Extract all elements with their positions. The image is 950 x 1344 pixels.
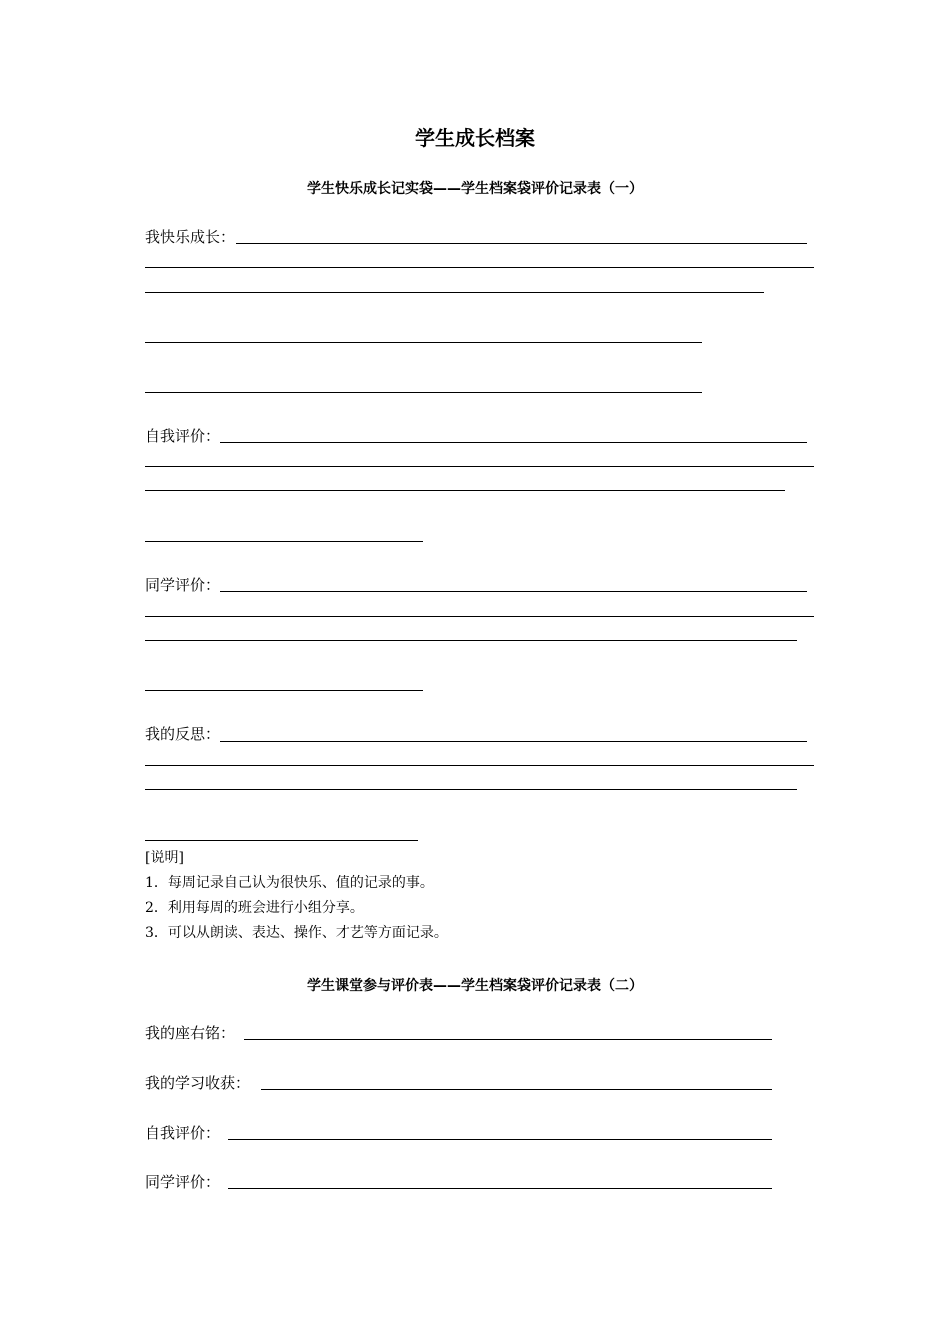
- reflection-line-1[interactable]: [220, 741, 807, 742]
- growth-label: 我快乐成长：: [145, 228, 236, 246]
- note-item: 2．利用每周的班会进行小组分享。: [145, 900, 364, 916]
- self-eval-line-3[interactable]: [145, 490, 785, 491]
- page-title: 学生成长档案: [415, 126, 535, 150]
- growth-line-3[interactable]: [145, 292, 764, 293]
- growth-line-5[interactable]: [145, 392, 702, 393]
- note-item: 3．可以从朗读、表达、操作、才艺等方面记录。: [145, 925, 448, 941]
- growth-line-1[interactable]: [236, 243, 807, 244]
- motto-line[interactable]: [244, 1039, 772, 1040]
- self-eval-line-4[interactable]: [145, 541, 423, 542]
- note-item: 1．每周记录自己认为很快乐、值的记录的事。: [145, 875, 434, 891]
- reflection-line-4[interactable]: [145, 840, 418, 841]
- peer-eval-line-1[interactable]: [220, 591, 807, 592]
- growth-line-4[interactable]: [145, 342, 702, 343]
- self-eval-label: 自我评价：: [145, 427, 221, 445]
- self-eval-line-1[interactable]: [220, 442, 807, 443]
- peer-eval2-line[interactable]: [228, 1188, 772, 1189]
- reflection-label: 我的反思：: [145, 725, 221, 743]
- growth-line-2[interactable]: [145, 267, 814, 268]
- peer-eval-line-3[interactable]: [145, 640, 797, 641]
- reflection-line-3[interactable]: [145, 789, 797, 790]
- gains-line[interactable]: [261, 1089, 772, 1090]
- peer-eval-label: 同学评价：: [145, 576, 221, 594]
- motto-label: 我的座右铭：: [145, 1024, 236, 1042]
- self-eval2-label: 自我评价：: [145, 1124, 221, 1142]
- peer-eval-line-2[interactable]: [145, 616, 814, 617]
- section1-heading: 学生快乐成长记实袋——学生档案袋评价记录表（一）: [307, 181, 643, 197]
- reflection-line-2[interactable]: [145, 765, 814, 766]
- notes-header: [说明]: [145, 850, 184, 866]
- self-eval-line-2[interactable]: [145, 466, 814, 467]
- peer-eval-line-4[interactable]: [145, 690, 423, 691]
- gains-label: 我的学习收获：: [145, 1074, 251, 1092]
- peer-eval2-label: 同学评价：: [145, 1173, 221, 1191]
- section2-heading: 学生课堂参与评价表——学生档案袋评价记录表（二）: [307, 978, 643, 994]
- self-eval2-line[interactable]: [228, 1139, 772, 1140]
